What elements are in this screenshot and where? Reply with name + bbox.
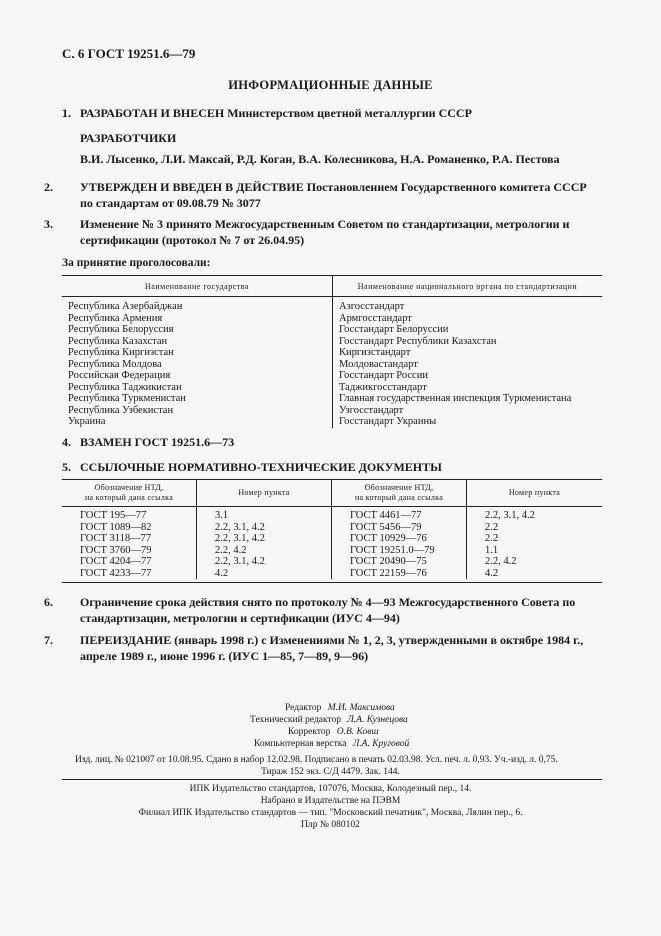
credit-editor: Редактор М.И. Максимова [285,703,395,713]
votes-header-state: Наименование государства [62,276,333,297]
doc-cell: ГОСТ 20490—75 [332,556,467,568]
table-row [62,297,602,313]
state-cell: Республика Азербайджан [62,297,333,313]
section-7: 7. ПЕРЕИЗДАНИЕ (январь 1998 г.) с Изменениями № 1, 2, 3, утвержденными в октябре 1984 г., апреле 1989 г., июне 1996 г. (ИУС 1—85, 7—89, 9—96) [44,633,584,663]
doc-cell: ГОСТ 4461—77 [332,507,467,522]
table-row [62,359,602,371]
section-1: 1. РАЗРАБОТАН И ВНЕСЕН Министерством цветной металлургии СССР [62,106,472,120]
ref-header-doc-left: Обозначение НТД, на который дана ссылка [62,480,197,507]
doc-cell: ГОСТ 10929—76 [332,533,467,545]
state-cell: Республика Туркменистан [62,393,333,405]
table-row [62,568,602,580]
table-row [62,324,602,336]
doc-cell: ГОСТ 3118—77 [62,533,197,545]
references-table-header [62,480,602,507]
ref-header-item-left: Номер пункта [197,480,332,507]
table-row [62,336,602,348]
page-title: ИНФОРМАЦИОННЫЕ ДАННЫЕ [228,78,433,92]
imprint-rule [62,779,602,780]
table-row [62,533,602,545]
table-row [62,405,602,417]
table-row [62,556,602,568]
standards-body-cell: Киргизстандарт [339,347,411,358]
references-table [62,479,602,579]
item-cell: 4.2 [197,568,332,580]
table-row [62,382,602,394]
section-6: 6. Ограничение срока действия снято по протоколу № 4—93 Межгосударственного Совета по стандартизации, метрологии и сертификации (ИУС 4—94) [44,595,576,625]
standards-body-cell: Молдовастандарт [339,358,418,370]
standards-body-cell: Армгосстандарт [339,312,412,324]
state-cell: Российская Федерация [62,370,333,382]
standards-body-cell: Госстандарт Украины [339,416,437,427]
standards-body-cell: Азгосстандарт [339,301,405,312]
state-cell: Республика Киргизстан [62,347,333,359]
item-cell: 2.2, 3.1, 4.2 [197,556,332,568]
ref-header-doc-right: Обозначение НТД, на который дана ссылка [332,480,467,507]
doc-cell: ГОСТ 5456—79 [332,522,467,534]
publisher-line-2: Набрано в Издательстве на ПЭВМ [260,796,401,806]
developers-names: В.И. Лысенко, Л.И. Максай, Р.Д. Коган, В.А. Колесникова, Н.А. Романенко, Р.А. Пестова [80,152,560,166]
doc-cell: ГОСТ 1089—82 [62,522,197,534]
state-cell: Украина [62,416,333,428]
item-cell: 3.1 [197,507,332,522]
votes-header-body: Наименование национального органа по стандартизации [333,276,603,297]
references-bottom-rule [62,582,602,583]
standards-body-cell: Госстандарт Республики Казахстан [339,335,497,347]
page-header: С. 6 ГОСТ 19251.6—79 [62,46,196,61]
votes-table [62,275,602,428]
votes-table-header [62,276,602,297]
table-row [62,507,602,522]
state-cell: Республика Узбекистан [62,405,333,417]
voted-label: За принятие проголосовали: [62,257,211,269]
item-cell: 2.2, 3.1, 4.2 [485,510,535,521]
section-2: 2. УТВЕРЖДЕН И ВВЕДЕН В ДЕЙСТВИЕ Постановлением Государственного комитета СССР по стандартам от 09.08.79 № 3077 [44,180,587,210]
item-cell: 2.2, 3.1, 4.2 [197,533,332,545]
standards-body-cell: Главная государственная инспекция Туркменистана [339,393,572,404]
state-cell: Республика Белоруссия [62,324,333,336]
table-row [62,545,602,557]
standards-body-cell: Узгосстандарт [339,404,404,416]
credit-tech-editor: Технический редактор Л.А. Кузнецова [250,715,408,725]
state-cell: Республика Молдова [62,359,333,371]
doc-cell: ГОСТ 4204—77 [62,556,197,568]
item-cell: 2.2, 4.2 [485,556,517,567]
item-cell: 2.2, 3.1, 4.2 [197,522,332,534]
section-4: 4. ВЗАМЕН ГОСТ 19251.6—73 [62,435,235,449]
standards-body-cell: Таджикгосстандарт [339,381,427,393]
developers-label: РАЗРАБОТЧИКИ [80,131,177,145]
section-3: 3. Изменение № 3 принято Межгосударственным Советом по стандартизации, метрологии и сертификации (протокол № 7 от 26.04.95) [44,217,570,247]
imprint-line-2: Тираж 152 экз. С/Д 4479. Зак. 144. [261,767,400,777]
publisher-line-1: ИПК Издательство стандартов, 107076, Москва, Колодезный пер., 14. [189,784,472,794]
ref-header-item-right: Номер пункта [467,480,603,507]
table-row [62,313,602,325]
imprint-line-1: Изд. лиц. № 021007 от 10.08.95. Сдано в набор 12.02.98. Подписано в печать 02.03.98. Усл. печ. л. 0,93. Уч.-изд. л. 0,75. [75,755,558,765]
state-cell: Республика Таджикистан [62,382,333,394]
item-cell: 1.1 [485,544,499,556]
publisher-line-3: Филиал ИПК Издательство стандартов — тип. "Московский печатник", Москва, Лялин пер., 6. [138,808,523,818]
item-cell: 2.2 [485,533,499,544]
table-row [62,522,602,534]
table-row [62,416,602,428]
doc-cell: ГОСТ 3760—79 [62,545,197,557]
doc-cell: ГОСТ 4233—77 [62,568,197,580]
doc-cell: ГОСТ 195—77 [62,507,197,522]
table-row [62,370,602,382]
section-5: 5. ССЫЛОЧНЫЕ НОРМАТИВНО-ТЕХНИЧЕСКИЕ ДОКУМЕНТЫ [62,460,442,474]
credit-proofreader: Корректор О.В. Ковш [288,727,379,737]
state-cell: Республика Казахстан [62,336,333,348]
publisher-line-4: Плр № 080102 [301,820,360,830]
standards-body-cell: Госстандарт Белоруссии [339,324,449,335]
doc-cell: ГОСТ 19251.0—79 [332,545,467,557]
standards-body-cell: Госстандарт России [339,370,428,381]
doc-cell: ГОСТ 22159—76 [332,568,467,580]
table-row [62,393,602,405]
state-cell: Республика Армения [62,313,333,325]
item-cell: 2.2, 4.2 [197,545,332,557]
table-row [62,347,602,359]
item-cell: 2.2 [485,521,499,533]
credit-layout: Компьютерная верстка Л.А. Круговой [254,739,410,749]
item-cell: 4.2 [485,567,499,579]
